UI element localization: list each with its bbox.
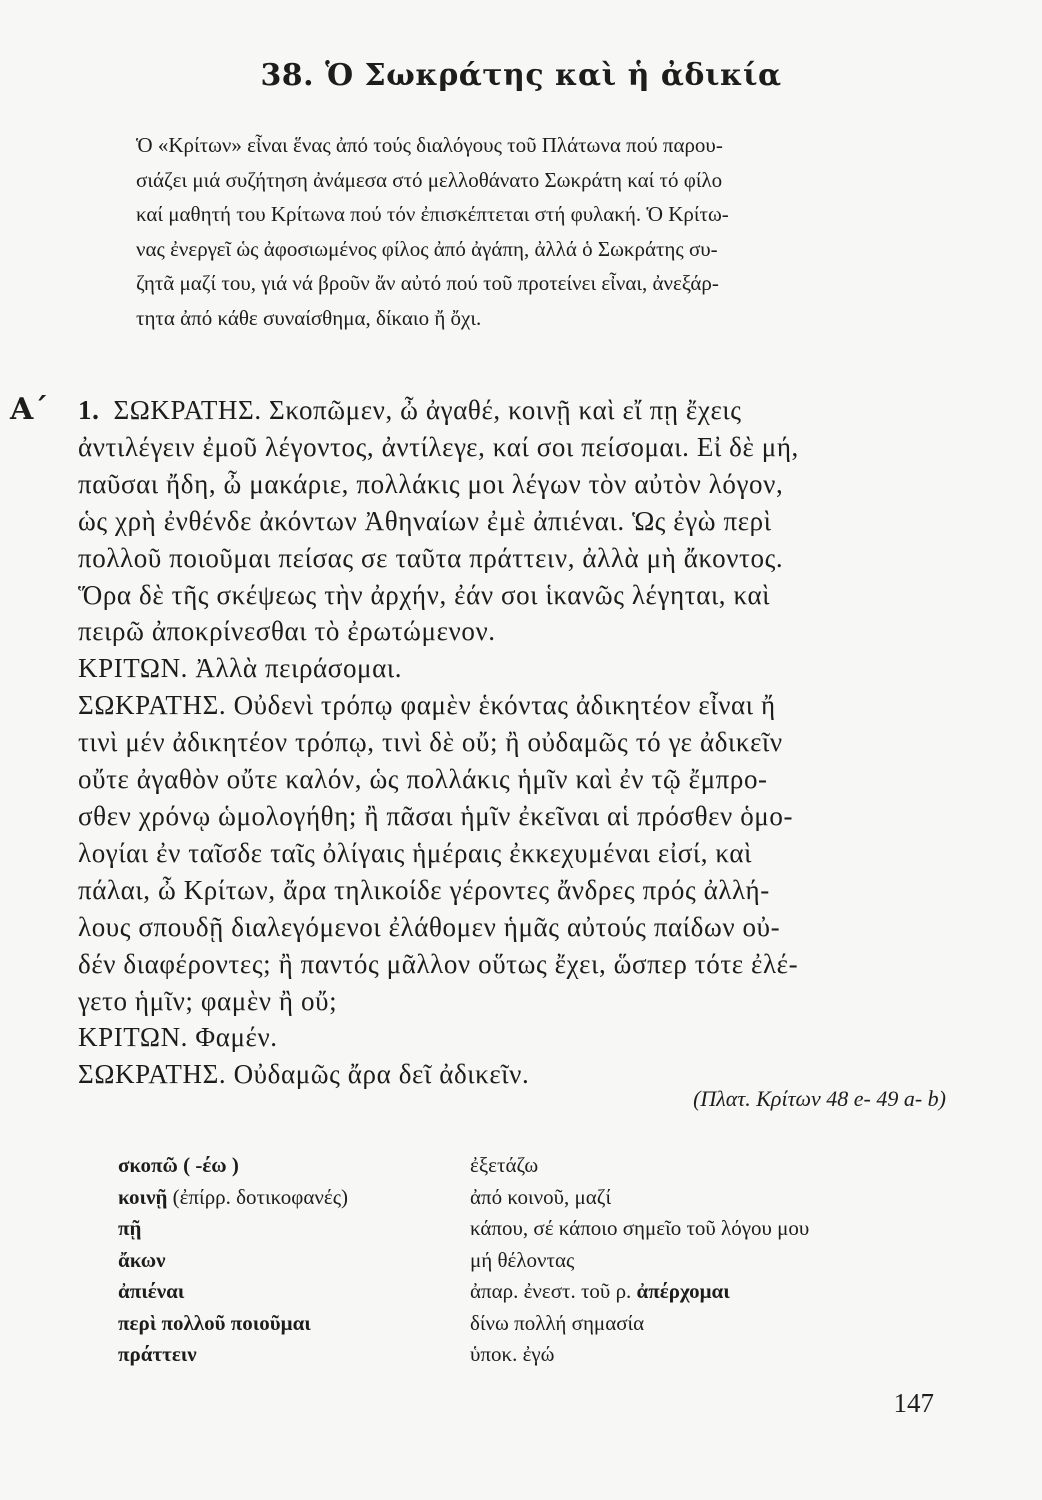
dialogue-line: ἀντιλέγειν ἐμοῦ λέγοντος, ἀντίλεγε, καί σοι πείσομαι. Εἰ δὲ μή, — [78, 431, 799, 462]
glossary-term: περὶ πολλοῦ ποιοῦμαι — [118, 1310, 311, 1335]
dialogue-line: πάλαι, ὦ Κρίτων, ἄρα τηλικοίδε γέροντες ἄνδρες πρός ἀλλή- — [78, 874, 770, 905]
glossary-definition: ἀπαρ. ἐνεστ. τοῦ ρ. ἀπέρχομαι — [470, 1279, 730, 1303]
intro-paragraph — [136, 128, 936, 336]
page-number: 147 — [893, 1388, 934, 1418]
section-letter: Α΄ — [10, 392, 49, 427]
dialogue-line: 1. ΣΩΚΡΑΤΗΣ. Σκοπῶμεν, ὦ ἀγαθέ, κοινῇ καὶ εἴ πῃ ἔχεις — [78, 395, 742, 425]
glossary-definition: μή θέλοντας — [470, 1247, 575, 1272]
glossary-row — [118, 1150, 958, 1182]
dialogue-line: ΣΩΚΡΑΤΗΣ. Οὐδενὶ τρόπῳ φαμὲν ἑκόντας ἀδικητέον εἶναι ἤ — [78, 690, 776, 721]
dialogue-line: ΚΡΙΤΩΝ. Ἀλλὰ πειράσομαι. — [78, 653, 403, 684]
glossary-row — [118, 1182, 958, 1214]
glossary-term: ἀπιέναι — [118, 1279, 185, 1303]
dialogue-text — [78, 392, 958, 1093]
glossary-definition: ὑποκ. ἐγώ — [470, 1342, 555, 1366]
paragraph-number: 1. — [78, 395, 100, 425]
intro-line: καί μαθητή του Κρίτωνα πού τόν ἐπισκέπτεται στή φυλακή. Ὁ Κρίτω- — [136, 202, 729, 227]
glossary-row — [118, 1276, 958, 1308]
glossary-definition: κάπου, σέ κάποιο σημεῖο τοῦ λόγου μου — [470, 1216, 810, 1240]
intro-line: Ὁ «Κρίτων» εἶναι ἕνας ἀπό τούς διαλόγους τοῦ Πλάτωνα πού παρου- — [136, 133, 723, 157]
dialogue-line: πολλοῦ ποιοῦμαι πείσας σε ταῦτα πράττειν, ἀλλὰ μὴ ἄκοντος. — [78, 542, 784, 573]
intro-line: νας ἐνεργεῖ ὡς ἀφοσιωμένος φίλος ἀπό ἀγάπη, ἀλλά ὁ Σωκράτης συ- — [136, 236, 718, 261]
dialogue-line: σθεν χρόνῳ ὡμολογήθη; ἢ πᾶσαι ἡμῖν ἐκεῖναι αἱ πρόσθεν ὁμο- — [78, 800, 794, 831]
dialogue-line: ΚΡΙΤΩΝ. Φαμέν. — [78, 1022, 278, 1053]
source-citation: (Πλατ. Κρίτων 48 e- 49 a- b) — [693, 1086, 946, 1111]
glossary-term: πράττειν — [118, 1342, 197, 1366]
dialogue-line: γετο ἡμῖν; φαμὲν ἢ οὔ; — [78, 985, 338, 1016]
dialogue-line: δέν διαφέροντες; ἢ παντός μᾶλλον οὕτως ἔχει, ὥσπερ τότε ἐλέ- — [78, 948, 799, 979]
glossary-definition: δίνω πολλή σημασία — [470, 1310, 645, 1335]
glossary-row — [118, 1213, 958, 1245]
dialogue-line: οὔτε ἀγαθὸν οὔτε καλόν, ὡς πολλάκις ἡμῖν καὶ ἐν τῷ ἔμπρο- — [78, 764, 768, 795]
glossary-definition: ἀπό κοινοῦ, μαζί — [470, 1184, 612, 1209]
dialogue-line: λους σπουδῇ διαλεγόμενοι ἐλάθομεν ἡμᾶς αὐτούς παίδων οὐ- — [78, 911, 781, 942]
glossary — [118, 1150, 958, 1371]
glossary-term-note: (ἐπίρρ. δοτικοφανές) — [167, 1184, 348, 1209]
dialogue-line: Ὅρα δὲ τῆς σκέψεως τὴν ἀρχήν, ἐάν σοι ἱκανῶς λέγηται, καὶ — [78, 579, 771, 610]
glossary-row — [118, 1339, 958, 1371]
dialogue-line: ὡς χρὴ ἐνθένδε ἀκόντων Ἀθηναίων ἐμὲ ἀπιέναι. Ὡς ἐγὼ περὶ — [78, 505, 772, 536]
glossary-term: κοινῇ (ἐπίρρ. δοτικοφανές) — [118, 1184, 348, 1209]
glossary-term: ἄκων — [118, 1247, 166, 1272]
glossary-term: σκοπῶ ( -έω ) — [118, 1153, 239, 1177]
chapter-title: 38. Ὁ Σωκράτης καὶ ἡ ἀδικία — [260, 58, 782, 93]
dialogue-line: λογίαι ἐν ταῖσδε ταῖς ὀλίγαις ἡμέραις ἐκκεχυμέναι εἰσί, καὶ — [78, 837, 752, 868]
intro-line: τητα ἀπό κάθε συναίσθημα, δίκαιο ἤ ὄχι. — [136, 305, 482, 330]
glossary-term: πῇ — [118, 1216, 142, 1240]
glossary-row — [118, 1308, 958, 1340]
intro-line: σιάζει μιά συζήτηση ἀνάμεσα στό μελλοθάνατο Σωκράτη καί τό φίλο — [136, 167, 723, 192]
dialogue-line: τινὶ μέν ἀδικητέον τρόπῳ, τινὶ δὲ οὔ; ἢ οὐδαμῶς τό γε ἀδικεῖν — [78, 727, 783, 758]
intro-line: ζητᾶ μαζί του, γιά νά βροῦν ἄν αὐτό πού τοῦ προτείνει εἶναι, ἀνεξάρ- — [136, 271, 719, 296]
dialogue-line: ΣΩΚΡΑΤΗΣ. Οὐδαμῶς ἄρα δεῖ ἀδικεῖν. — [78, 1059, 530, 1090]
dialogue-line: πειρῶ ἀποκρίνεσθαι τὸ ἐρωτώμενον. — [78, 616, 496, 647]
glossary-row — [118, 1245, 958, 1277]
glossary-definition: ἐξετάζω — [470, 1153, 539, 1177]
dialogue-line: παῦσαι ἤδη, ὦ μακάριε, πολλάκις μοι λέγων τὸν αὐτὸν λόγον, — [78, 468, 784, 499]
